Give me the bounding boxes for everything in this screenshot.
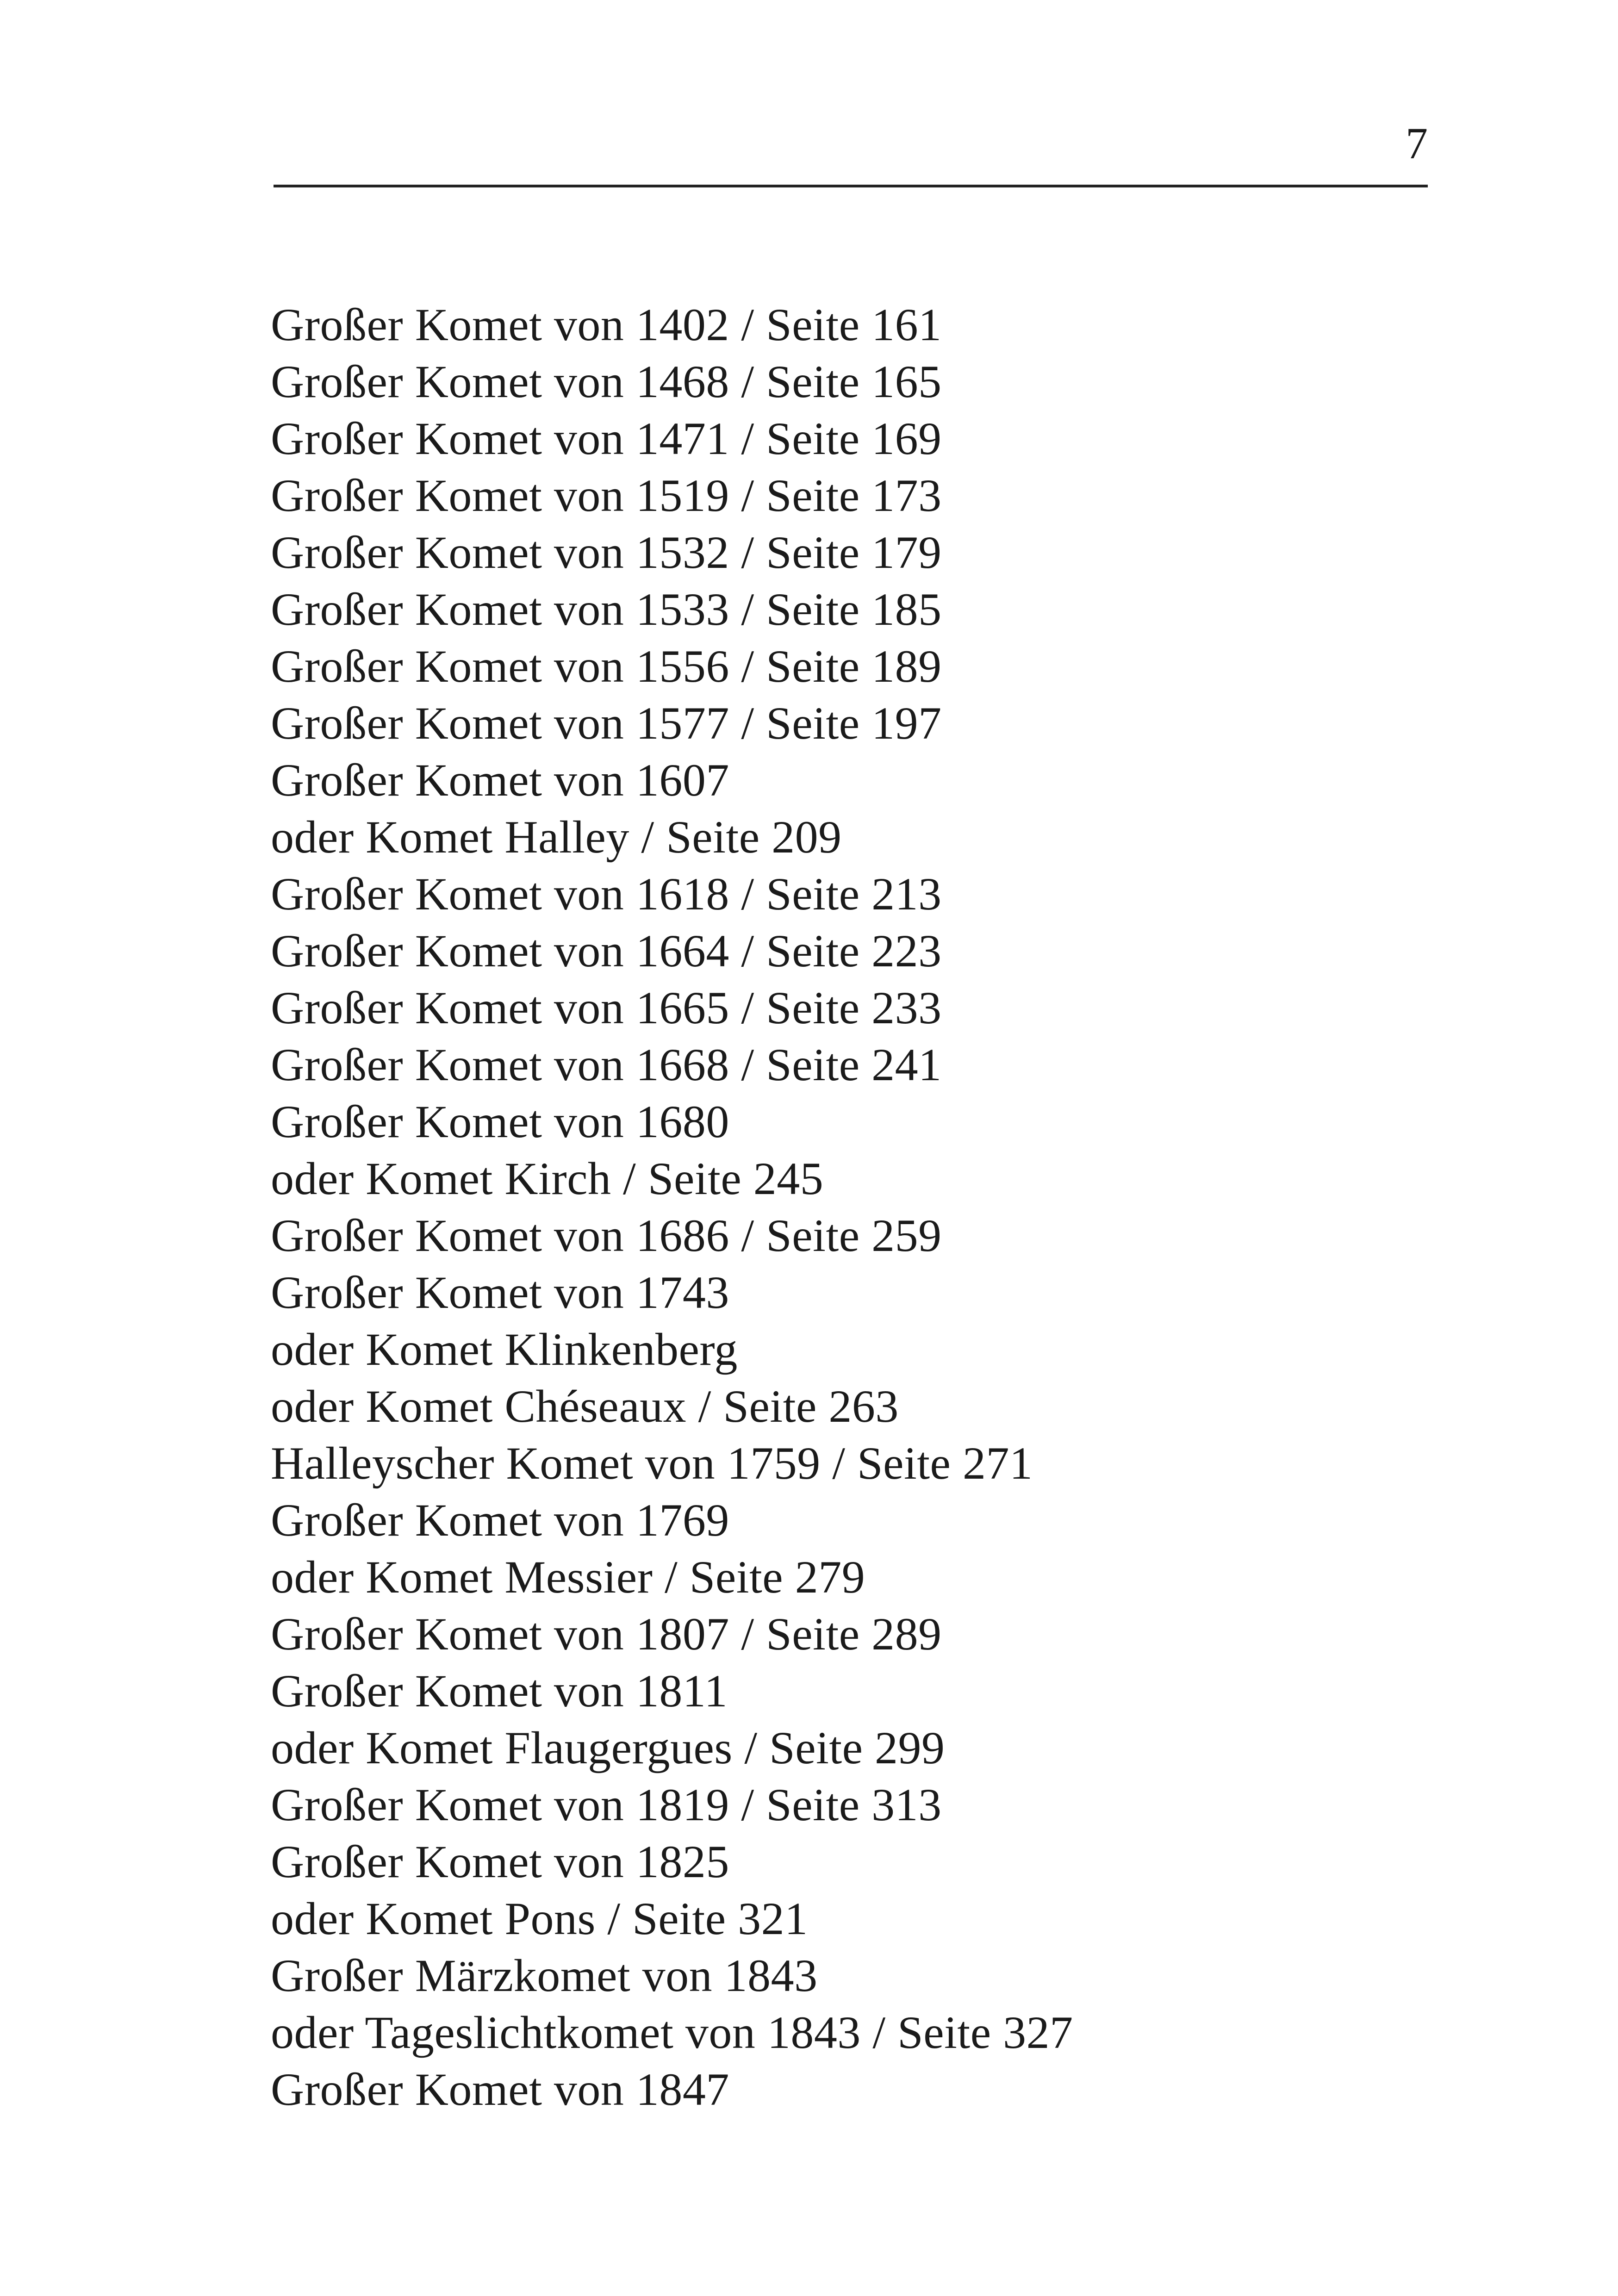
- toc-entry: Großer Komet von 1743: [271, 1267, 729, 1318]
- toc-entry: Großer Komet von 1665 / Seite 233: [271, 982, 942, 1033]
- toc-entry: Großer Komet von 1607: [271, 754, 729, 806]
- toc-entry: Großer Komet von 1468 / Seite 165: [271, 356, 942, 407]
- toc-entry: Großer Komet von 1847: [271, 2064, 729, 2115]
- toc-entry: oder Komet Flaugergues / Seite 299: [271, 1722, 945, 1773]
- toc-entry: Großer Komet von 1664 / Seite 223: [271, 925, 942, 977]
- toc-entry: oder Komet Halley / Seite 209: [271, 811, 842, 863]
- toc-entry: Großer Komet von 1471 / Seite 169: [271, 413, 942, 464]
- toc-entry: oder Komet Kirch / Seite 245: [271, 1153, 824, 1204]
- toc-entry: Großer Komet von 1519 / Seite 173: [271, 470, 942, 521]
- toc-entry: oder Komet Pons / Seite 321: [271, 1893, 808, 1944]
- toc-entry: Großer Märzkomet von 1843: [271, 1950, 818, 2001]
- page-number: 7: [1406, 118, 1428, 168]
- table-of-contents: [271, 296, 1520, 2118]
- toc-entry: Großer Komet von 1533 / Seite 185: [271, 584, 942, 635]
- toc-entry: Großer Komet von 1532 / Seite 179: [271, 527, 942, 578]
- toc-entry: Halleyscher Komet von 1759 / Seite 271: [271, 1437, 1033, 1489]
- toc-entry: oder Tageslichtkomet von 1843 / Seite 327: [271, 2007, 1073, 2058]
- toc-entry: oder Komet Messier / Seite 279: [271, 1551, 865, 1603]
- toc-entry: Großer Komet von 1819 / Seite 313: [271, 1779, 942, 1830]
- toc-entry: Großer Komet von 1668 / Seite 241: [271, 1039, 942, 1090]
- toc-entry: Großer Komet von 1825: [271, 1836, 729, 1887]
- toc-entry: Großer Komet von 1680: [271, 1096, 729, 1147]
- toc-entry: oder Komet Chéseaux / Seite 263: [271, 1381, 899, 1432]
- toc-entry: Großer Komet von 1807 / Seite 289: [271, 1608, 942, 1660]
- toc-entry: Großer Komet von 1686 / Seite 259: [271, 1210, 942, 1261]
- toc-entry: Großer Komet von 1577 / Seite 197: [271, 697, 942, 749]
- toc-entry: Großer Komet von 1811: [271, 1665, 728, 1717]
- toc-entry: Großer Komet von 1769: [271, 1494, 729, 1546]
- toc-entry: oder Komet Klinkenberg: [271, 1324, 738, 1375]
- toc-entry: Großer Komet von 1618 / Seite 213: [271, 868, 942, 920]
- toc-entry: Großer Komet von 1556 / Seite 189: [271, 641, 942, 692]
- header-rule: [274, 185, 1428, 187]
- toc-entry: Großer Komet von 1402 / Seite 161: [271, 299, 942, 350]
